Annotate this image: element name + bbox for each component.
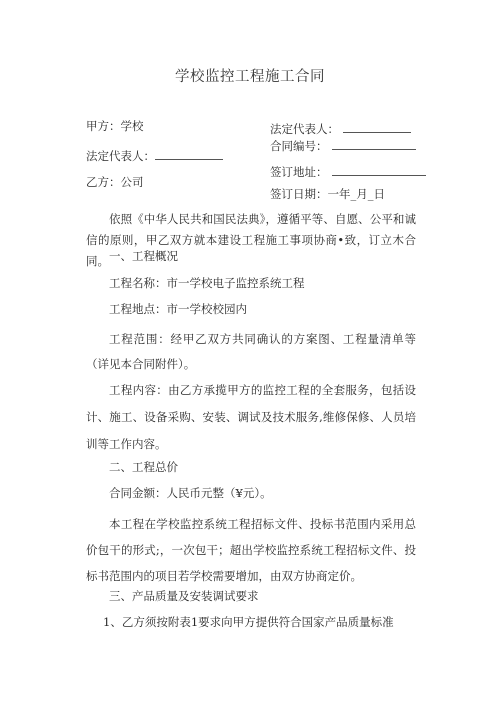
legal-rep-right-blank (343, 121, 411, 133)
contract-number-label: 合同编号： (270, 139, 328, 153)
contract-number (270, 138, 416, 153)
party-b: 乙方：公司 (86, 175, 144, 189)
project-location: 工程地点：市一学校校园内 (109, 302, 247, 316)
section-3-item-1: 1、乙方须按附表1要求向甲方提供符合国家产品质量标准 (103, 615, 394, 629)
party-a: 甲方：学校 (86, 119, 144, 133)
legal-rep-a (86, 148, 223, 163)
section-2-heading: 二、工程总价 (109, 460, 178, 474)
contract-number-blank (332, 138, 416, 150)
legal-rep-right (270, 121, 411, 136)
sign-place (270, 164, 426, 179)
contract-amount: 合同金额：人民币元整（¥元）。 (109, 486, 272, 500)
sign-place-blank (332, 164, 426, 176)
legal-rep-a-blank (155, 148, 223, 160)
project-content: 工程内容：由乙方承揽甲方的监控工程的全套服务，包括设计、施工、设备采购、安装、调试及技术服务,维修保修、人员培训等工作内容。 (86, 383, 416, 451)
legal-rep-right-label: 法定代表人： (270, 122, 339, 136)
section-1-heading: 一、工程概况 (109, 249, 178, 263)
lump-sum-clause: 本工程在学校监控系统工程招标文件、投标书范围内采用总价包干的形式;，一次包干；超出学校监控系统工程招标文件、投标书范围内的项目若学校需要增加，由双方协商定价。 (86, 517, 416, 583)
document-title: 学校监控工程施工合同 (175, 69, 325, 85)
sign-place-label: 签订地址： (270, 165, 328, 179)
sign-date: 签订日期：一年_月_日 (270, 187, 385, 201)
project-scope: 工程范围：经甲乙双方共同确认的方案图、工程量清单等（详见本合同附件）。 (86, 332, 416, 371)
project-name: 工程名称：市一学校电子监控系统工程 (109, 276, 305, 290)
section-3-heading: 三、产品质量及安装调试要求 (109, 589, 259, 603)
legal-rep-a-label: 法定代表人： (86, 149, 155, 163)
intro-paragraph: 依照《中华人民共和国民法典》，遵循平等、自愿、公平和诚信的原则，甲乙双方就本建设工程施工事项协商•致，订立木合同。 (86, 212, 416, 268)
